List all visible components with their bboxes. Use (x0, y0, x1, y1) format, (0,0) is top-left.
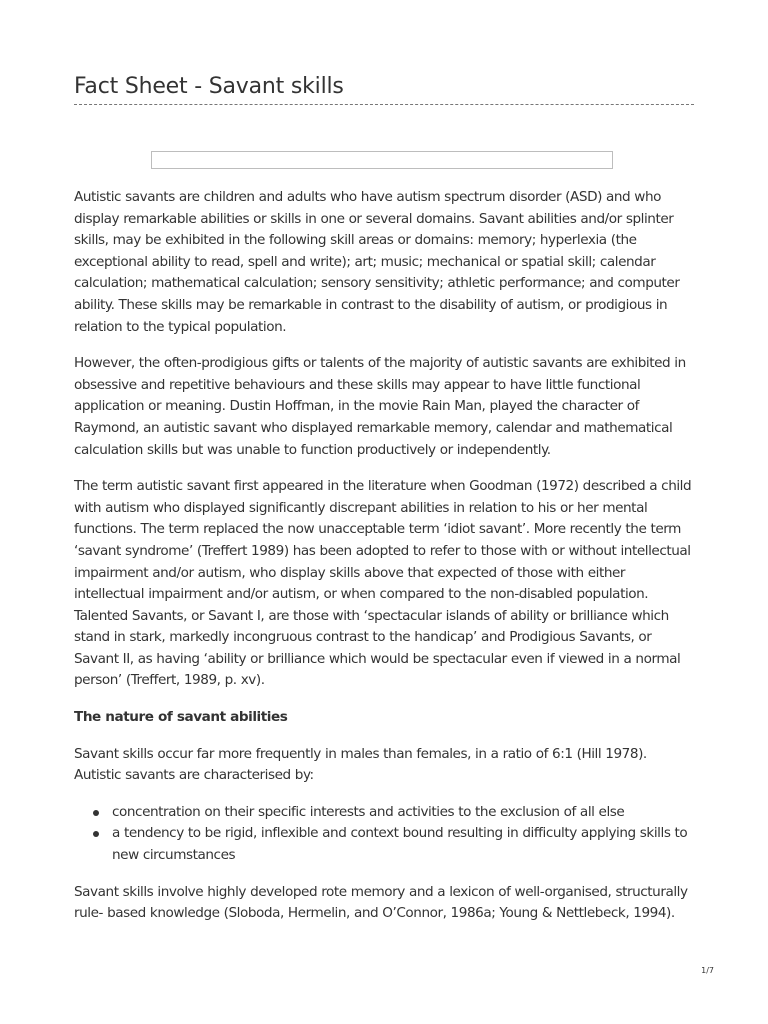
paragraph-intro: Autistic savants are children and adults who have autism spectrum disorder (ASD) and who display remarkable abilities or skills in one or several domains. Savant abilities and/or splinter skills, may be exhibited in the following skill areas or domains: memory; hyperlexia (the exceptional ability to read, spell and write); art; music; mechanical or spatial skill; calendar calculation; mathematical calculation; sensory sensitivity; athletic performance; and computer ability. These skills may be remarkable in contrast to the disability of autism, or prodigious in relation to the typical population. (74, 189, 680, 335)
characteristics-list (74, 802, 696, 867)
section-heading: The nature of savant abilities (74, 709, 288, 726)
list-item (112, 823, 696, 866)
page-title: Fact Sheet - Savant skills (74, 74, 344, 99)
title-divider (74, 104, 694, 105)
bullet-icon (93, 831, 99, 837)
image-placeholder (151, 151, 613, 169)
list-item (112, 802, 696, 824)
list-item-text: concentration on their specific interests and activities to the exclusion of all else (112, 803, 625, 820)
list-item-text: a tendency to be rigid, inflexible and context bound resulting in difficulty applying skills to new circumstances (112, 825, 688, 864)
article-body (74, 187, 696, 940)
paragraph-prodigious-gifts: However, the often-prodigious gifts or talents of the majority of autistic savants are exhibited in obsessive and repetitive behaviours and these skills may appear to have little functional application or meaning. Dustin Hoffman, in the movie Rain Man, played the character of Raymond, an autistic savant who displayed remarkable memory, calendar and mathematical calculation skills but was unable to function productively or independently. (74, 355, 686, 458)
page-number: 1/7 (701, 966, 714, 975)
paragraph-savant-ratio: Savant skills occur far more frequently in males than females, in a ratio of 6:1 (Hill 1978). Autistic savants are characterised by: (74, 745, 647, 784)
paragraph-term-history: The term autistic savant first appeared in the literature when Goodman (1972) described a child with autism who displayed significantly discrepant abilities in relation to his or her mental functions. The term replaced the now unacceptable term ‘idiot savant’. More recently the term ‘savant syndrome’ (Treffert 1989) has been adopted to refer to those with or without intellectual impairment and/or autism, who display skills above that expected of those with either intellectual impairment and/or autism, or when compared to the non-disabled population. Talented Savants, or Savant I, are those with ‘spectacular islands of ability or brilliance which stand in stark, markedly incongruous contrast to the handicap’ and Prodigious Savants, or Savant II, as having ‘ability or brilliance which would be spectacular even if viewed in a normal person’ (Treffert, 1989, p. xv). (74, 478, 692, 689)
bullet-icon (93, 810, 99, 816)
paragraph-rote-memory: Savant skills involve highly developed rote memory and a lexicon of well-organised, structurally rule- based knowledge (Sloboda, Hermelin, and O’Connor, 1986a; Young & Nettlebeck, 1994). (74, 883, 688, 922)
